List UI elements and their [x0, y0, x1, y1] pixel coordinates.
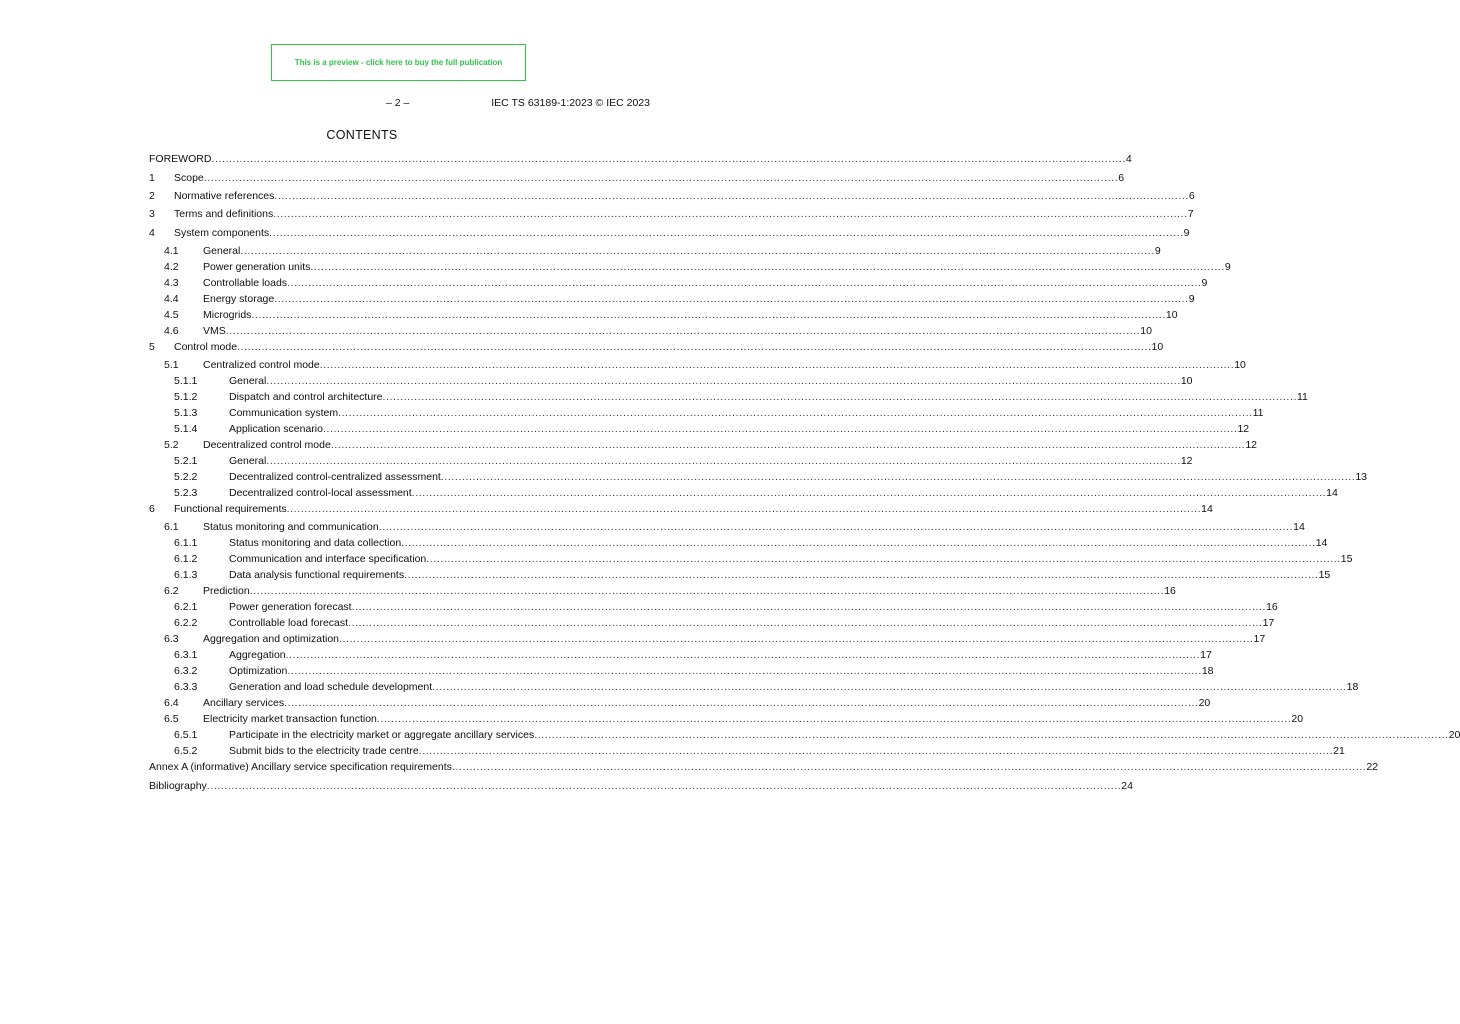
- toc-leader-dots: ....................................................................................................................................................................................................................................................................: [348, 617, 1263, 629]
- toc-entry[interactable]: [149, 374, 1193, 388]
- toc-entry-number: 5.2: [164, 439, 179, 451]
- toc-entry-page: 15: [1340, 553, 1353, 565]
- toc-entry-title: Microgrids: [203, 309, 252, 321]
- toc-entry-title: Communication and interface specification: [229, 553, 427, 565]
- toc-entry[interactable]: [149, 422, 1250, 436]
- toc-entry-title: Aggregation: [229, 649, 286, 661]
- toc-entry-number: 5.1.1: [174, 375, 198, 387]
- toc-leader-dots: ....................................................................................................................................................................................................................................................................: [273, 208, 1188, 220]
- toc-entry-number: 6.5: [164, 713, 179, 725]
- toc-entry-number: 4.4: [164, 293, 179, 305]
- toc-leader-dots: ....................................................................................................................................................................................................................................................................: [285, 649, 1201, 661]
- toc-entry[interactable]: [149, 292, 1195, 306]
- toc-entry-number: 4: [149, 227, 155, 239]
- toc-entry[interactable]: [149, 632, 1266, 646]
- toc-entry[interactable]: [149, 486, 1338, 500]
- toc-leader-dots: ....................................................................................................................................................................................................................................................................: [203, 172, 1119, 184]
- toc-leader-dots: ....................................................................................................................................................................................................................................................................: [249, 585, 1165, 597]
- toc-entry-number: 6.3: [164, 633, 179, 645]
- toc-entry-number: 2: [149, 190, 155, 202]
- toc-entry-number: 5: [149, 341, 155, 353]
- toc-entry-number: 6.3.2: [174, 665, 198, 677]
- toc-entry-page: 7: [1187, 208, 1194, 220]
- toc-entry-number: 5.1: [164, 359, 179, 371]
- toc-leader-dots: ....................................................................................................................................................................................................................................................................: [440, 471, 1356, 483]
- toc-entry-title: Optimization: [229, 665, 288, 677]
- toc-entry-title: Participate in the electricity market or aggregate ancillary services: [229, 729, 535, 741]
- toc-entry-page: 14: [1315, 537, 1328, 549]
- toc-entry-page: 6: [1188, 190, 1195, 202]
- toc-entry-title: General: [203, 245, 241, 257]
- toc-entry-title: System components: [174, 227, 270, 239]
- toc-entry-number: 6.5.2: [174, 745, 198, 757]
- toc-leader-dots: ....................................................................................................................................................................................................................................................................: [266, 375, 1181, 387]
- toc-leader-dots: ....................................................................................................................................................................................................................................................................: [274, 190, 1189, 202]
- toc-entry-title: Status monitoring and data collection: [229, 537, 402, 549]
- toc-entry-title: Power generation units: [203, 261, 311, 273]
- toc-entry-title: Communication system: [229, 407, 339, 419]
- toc-entry-title: Decentralized control mode: [203, 439, 331, 451]
- toc-entry-title: Ancillary services: [203, 697, 285, 709]
- toc-leader-dots: ....................................................................................................................................................................................................................................................................: [251, 309, 1166, 321]
- toc-entry[interactable]: [149, 438, 1257, 452]
- toc-entry[interactable]: [149, 600, 1278, 614]
- toc-entry-page: 24: [1121, 780, 1133, 792]
- toc-entry-page: 10: [1151, 341, 1164, 353]
- toc-leader-dots: ....................................................................................................................................................................................................................................................................: [534, 729, 1449, 741]
- toc-entry-page: 14: [1326, 487, 1338, 499]
- toc-leader-dots: ....................................................................................................................................................................................................................................................................: [426, 553, 1341, 565]
- toc-entry[interactable]: [149, 340, 1164, 354]
- toc-entry-number: 4.6: [164, 325, 179, 337]
- toc-entry-page: 17: [1262, 617, 1275, 629]
- toc-entry[interactable]: [149, 760, 1379, 774]
- toc-entry-title: Decentralized control-local assessment: [229, 487, 412, 499]
- toc-entry[interactable]: [149, 454, 1193, 468]
- toc-entry-number: 6.3.3: [174, 681, 198, 693]
- toc-leader-dots: ....................................................................................................................................................................................................................................................................: [269, 227, 1184, 239]
- toc-entry-page: 17: [1253, 633, 1266, 645]
- toc-leader-dots: ....................................................................................................................................................................................................................................................................: [211, 153, 1126, 165]
- toc-leader-dots: ....................................................................................................................................................................................................................................................................: [401, 537, 1316, 549]
- toc-entry-number: 6.2.2: [174, 617, 198, 629]
- toc-entry[interactable]: [149, 502, 1213, 516]
- toc-entry-title: General: [229, 375, 267, 387]
- toc-entry-page: 10: [1140, 325, 1152, 337]
- toc-entry-number: 4.2: [164, 261, 179, 273]
- toc-entry-title: Status monitoring and communication: [203, 521, 379, 533]
- toc-entry-page: 20: [1291, 713, 1304, 725]
- toc-entry[interactable]: [149, 664, 1214, 678]
- toc-entry-page: 22: [1366, 761, 1379, 773]
- toc-leader-dots: ....................................................................................................................................................................................................................................................................: [378, 521, 1294, 533]
- toc-entry-number: 5.2.2: [174, 471, 198, 483]
- toc-entry-title: Terms and definitions: [174, 208, 274, 220]
- toc-entry-title: Electricity market transaction function: [203, 713, 377, 725]
- toc-entry-page: 11: [1296, 391, 1308, 403]
- toc-entry[interactable]: [149, 552, 1353, 566]
- toc-entry-page: 18: [1346, 681, 1359, 693]
- toc-leader-dots: ....................................................................................................................................................................................................................................................................: [339, 633, 1254, 645]
- toc-entry[interactable]: [149, 470, 1368, 484]
- toc-entry[interactable]: [149, 226, 1190, 240]
- contents-title: CONTENTS: [326, 128, 398, 142]
- toc-entry[interactable]: [149, 584, 1176, 598]
- toc-entry-title: Power generation forecast: [229, 601, 352, 613]
- toc-entry-number: 6.3.1: [174, 649, 198, 661]
- toc-entry-page: 10: [1180, 375, 1193, 387]
- toc-entry[interactable]: [149, 648, 1212, 662]
- toc-entry-page: 6: [1118, 172, 1125, 184]
- toc-entry-number: 5.2.1: [174, 455, 198, 467]
- toc-entry[interactable]: [149, 324, 1152, 338]
- toc-leader-dots: ....................................................................................................................................................................................................................................................................: [287, 277, 1202, 289]
- toc-entry-number: 5.2.3: [174, 487, 198, 499]
- toc-entry-title: Controllable load forecast: [229, 617, 349, 629]
- toc-entry-title: Centralized control mode: [203, 359, 320, 371]
- toc-leader-dots: ....................................................................................................................................................................................................................................................................: [225, 325, 1141, 337]
- toc-leader-dots: ....................................................................................................................................................................................................................................................................: [351, 601, 1267, 613]
- toc-leader-dots: ....................................................................................................................................................................................................................................................................: [206, 780, 1122, 792]
- toc-entry-page: 20: [1198, 697, 1211, 709]
- toc-entry-title: Normative references: [174, 190, 275, 202]
- toc-entry-number: 6.2: [164, 585, 179, 597]
- toc-entry-number: 6.5.1: [174, 729, 198, 741]
- toc-leader-dots: ....................................................................................................................................................................................................................................................................: [376, 713, 1292, 725]
- toc-entry-title: Controllable loads: [203, 277, 288, 289]
- toc-entry-title: Energy storage: [203, 293, 275, 305]
- toc-entry-title: Annex A (informative) Ancillary service specification requirements: [149, 761, 452, 773]
- toc-entry-title: Prediction: [203, 585, 250, 597]
- toc-entry-title: Functional requirements: [174, 503, 287, 515]
- toc-entry-title: FOREWORD: [149, 153, 212, 165]
- toc-entry-page: 14: [1201, 503, 1213, 515]
- toc-entry[interactable]: [149, 276, 1208, 290]
- toc-entry-page: 12: [1237, 423, 1250, 435]
- toc-entry[interactable]: [149, 260, 1231, 274]
- toc-entry-page: 9: [1188, 293, 1195, 305]
- toc-entry-page: 13: [1355, 471, 1368, 483]
- toc-entry-number: 4.3: [164, 277, 179, 289]
- toc-entry-number: 4.5: [164, 309, 179, 321]
- toc-leader-dots: ....................................................................................................................................................................................................................................................................: [404, 569, 1319, 581]
- toc-entry-number: 5.1.4: [174, 423, 198, 435]
- toc-leader-dots: ....................................................................................................................................................................................................................................................................: [322, 423, 1238, 435]
- toc-entry-number: 1: [149, 172, 155, 184]
- toc-entry-page: 15: [1318, 569, 1331, 581]
- toc-entry-title: Generation and load schedule development: [229, 681, 433, 693]
- toc-entry[interactable]: [149, 616, 1275, 630]
- toc-entry-title: Data analysis functional requirements: [229, 569, 405, 581]
- toc-entry-page: 12: [1245, 439, 1257, 451]
- toc-entry-title: Bibliography: [149, 780, 207, 792]
- page-number: – 2 –: [386, 97, 410, 109]
- toc-entry-page: 17: [1200, 649, 1212, 661]
- toc-entry-number: 6.1.1: [174, 537, 198, 549]
- toc-entry-title: Control mode: [174, 341, 238, 353]
- buy-publication-banner[interactable]: [271, 44, 526, 81]
- toc-entry[interactable]: [149, 152, 1132, 166]
- toc-entry-page: 10: [1234, 359, 1246, 371]
- toc-entry[interactable]: [149, 536, 1328, 550]
- toc-entry-number: 6.4: [164, 697, 179, 709]
- toc-entry-number: 5.1.2: [174, 391, 198, 403]
- toc-leader-dots: ....................................................................................................................................................................................................................................................................: [237, 341, 1152, 353]
- toc-entry-number: 3: [149, 208, 155, 220]
- buy-publication-banner-text: This is a preview - click here to buy the full publication: [294, 58, 503, 67]
- toc-entry-title: Aggregation and optimization: [203, 633, 340, 645]
- toc-entry-page: 21: [1333, 745, 1345, 757]
- toc-leader-dots: ....................................................................................................................................................................................................................................................................: [418, 745, 1334, 757]
- toc-leader-dots: ....................................................................................................................................................................................................................................................................: [286, 503, 1202, 515]
- toc-entry[interactable]: [149, 779, 1133, 793]
- toc-entry[interactable]: [149, 744, 1345, 758]
- toc-entry-title: VMS: [203, 325, 226, 337]
- toc-entry[interactable]: [149, 244, 1161, 258]
- toc-entry-title: Dispatch and control architecture: [229, 391, 383, 403]
- toc-entry-page: 16: [1164, 585, 1176, 597]
- toc-entry-page: 10: [1165, 309, 1178, 321]
- toc-entry-number: 6.1.3: [174, 569, 198, 581]
- toc-entry-page: 14: [1293, 521, 1305, 533]
- toc-entry[interactable]: [149, 390, 1308, 404]
- toc-entry-number: 6.2.1: [174, 601, 198, 613]
- toc-leader-dots: ....................................................................................................................................................................................................................................................................: [411, 487, 1327, 499]
- publication-reference: IEC TS 63189-1:2023 © IEC 2023: [491, 97, 650, 109]
- toc-entry[interactable]: [149, 308, 1178, 322]
- toc-entry[interactable]: [149, 680, 1359, 694]
- toc-entry-title: Decentralized control-centralized assessment: [229, 471, 441, 483]
- toc-entry-title: Submit bids to the electricity trade centre: [229, 745, 419, 757]
- toc-entry-page: 9: [1224, 261, 1231, 273]
- toc-entry-title: Application scenario: [229, 423, 323, 435]
- toc-entry-page: 9: [1201, 277, 1208, 289]
- toc-entry-number: 5.1.3: [174, 407, 198, 419]
- toc-entry[interactable]: [149, 520, 1305, 534]
- toc-leader-dots: ....................................................................................................................................................................................................................................................................: [266, 455, 1181, 467]
- toc-entry[interactable]: [149, 696, 1211, 710]
- toc-entry-title: Scope: [174, 172, 204, 184]
- toc-leader-dots: ....................................................................................................................................................................................................................................................................: [338, 407, 1253, 419]
- toc-entry-number: 4.1: [164, 245, 179, 257]
- toc-leader-dots: ....................................................................................................................................................................................................................................................................: [310, 261, 1225, 273]
- toc-leader-dots: ....................................................................................................................................................................................................................................................................: [287, 665, 1202, 677]
- toc-entry[interactable]: [149, 207, 1194, 221]
- toc-entry-page: 11: [1252, 407, 1264, 419]
- toc-entry-number: 6: [149, 503, 155, 515]
- toc-entry-number: 6.1.2: [174, 553, 198, 565]
- toc-entry-number: 6.1: [164, 521, 179, 533]
- toc-entry-page: 16: [1266, 601, 1278, 613]
- toc-leader-dots: ....................................................................................................................................................................................................................................................................: [432, 681, 1347, 693]
- toc-entry[interactable]: [149, 171, 1125, 185]
- toc-entry-page: 9: [1154, 245, 1161, 257]
- toc-entry[interactable]: [149, 406, 1264, 420]
- toc-leader-dots: ....................................................................................................................................................................................................................................................................: [330, 439, 1246, 451]
- toc-entry[interactable]: [149, 189, 1195, 203]
- toc-leader-dots: ....................................................................................................................................................................................................................................................................: [274, 293, 1189, 305]
- toc-leader-dots: ....................................................................................................................................................................................................................................................................: [319, 359, 1235, 371]
- toc-entry[interactable]: [149, 728, 1460, 742]
- toc-entry-page: 20: [1448, 729, 1460, 741]
- toc-entry[interactable]: [149, 712, 1304, 726]
- toc-entry[interactable]: [149, 358, 1246, 372]
- toc-entry-page: 9: [1183, 227, 1190, 239]
- toc-entry-page: 18: [1201, 665, 1214, 677]
- toc-leader-dots: ....................................................................................................................................................................................................................................................................: [240, 245, 1155, 257]
- toc-leader-dots: ....................................................................................................................................................................................................................................................................: [284, 697, 1199, 709]
- toc-leader-dots: ....................................................................................................................................................................................................................................................................: [382, 391, 1297, 403]
- toc-entry-page: 12: [1180, 455, 1193, 467]
- toc-entry[interactable]: [149, 568, 1331, 582]
- toc-entry-page: 4: [1125, 153, 1132, 165]
- toc-leader-dots: ....................................................................................................................................................................................................................................................................: [451, 761, 1367, 773]
- toc-entry-title: General: [229, 455, 267, 467]
